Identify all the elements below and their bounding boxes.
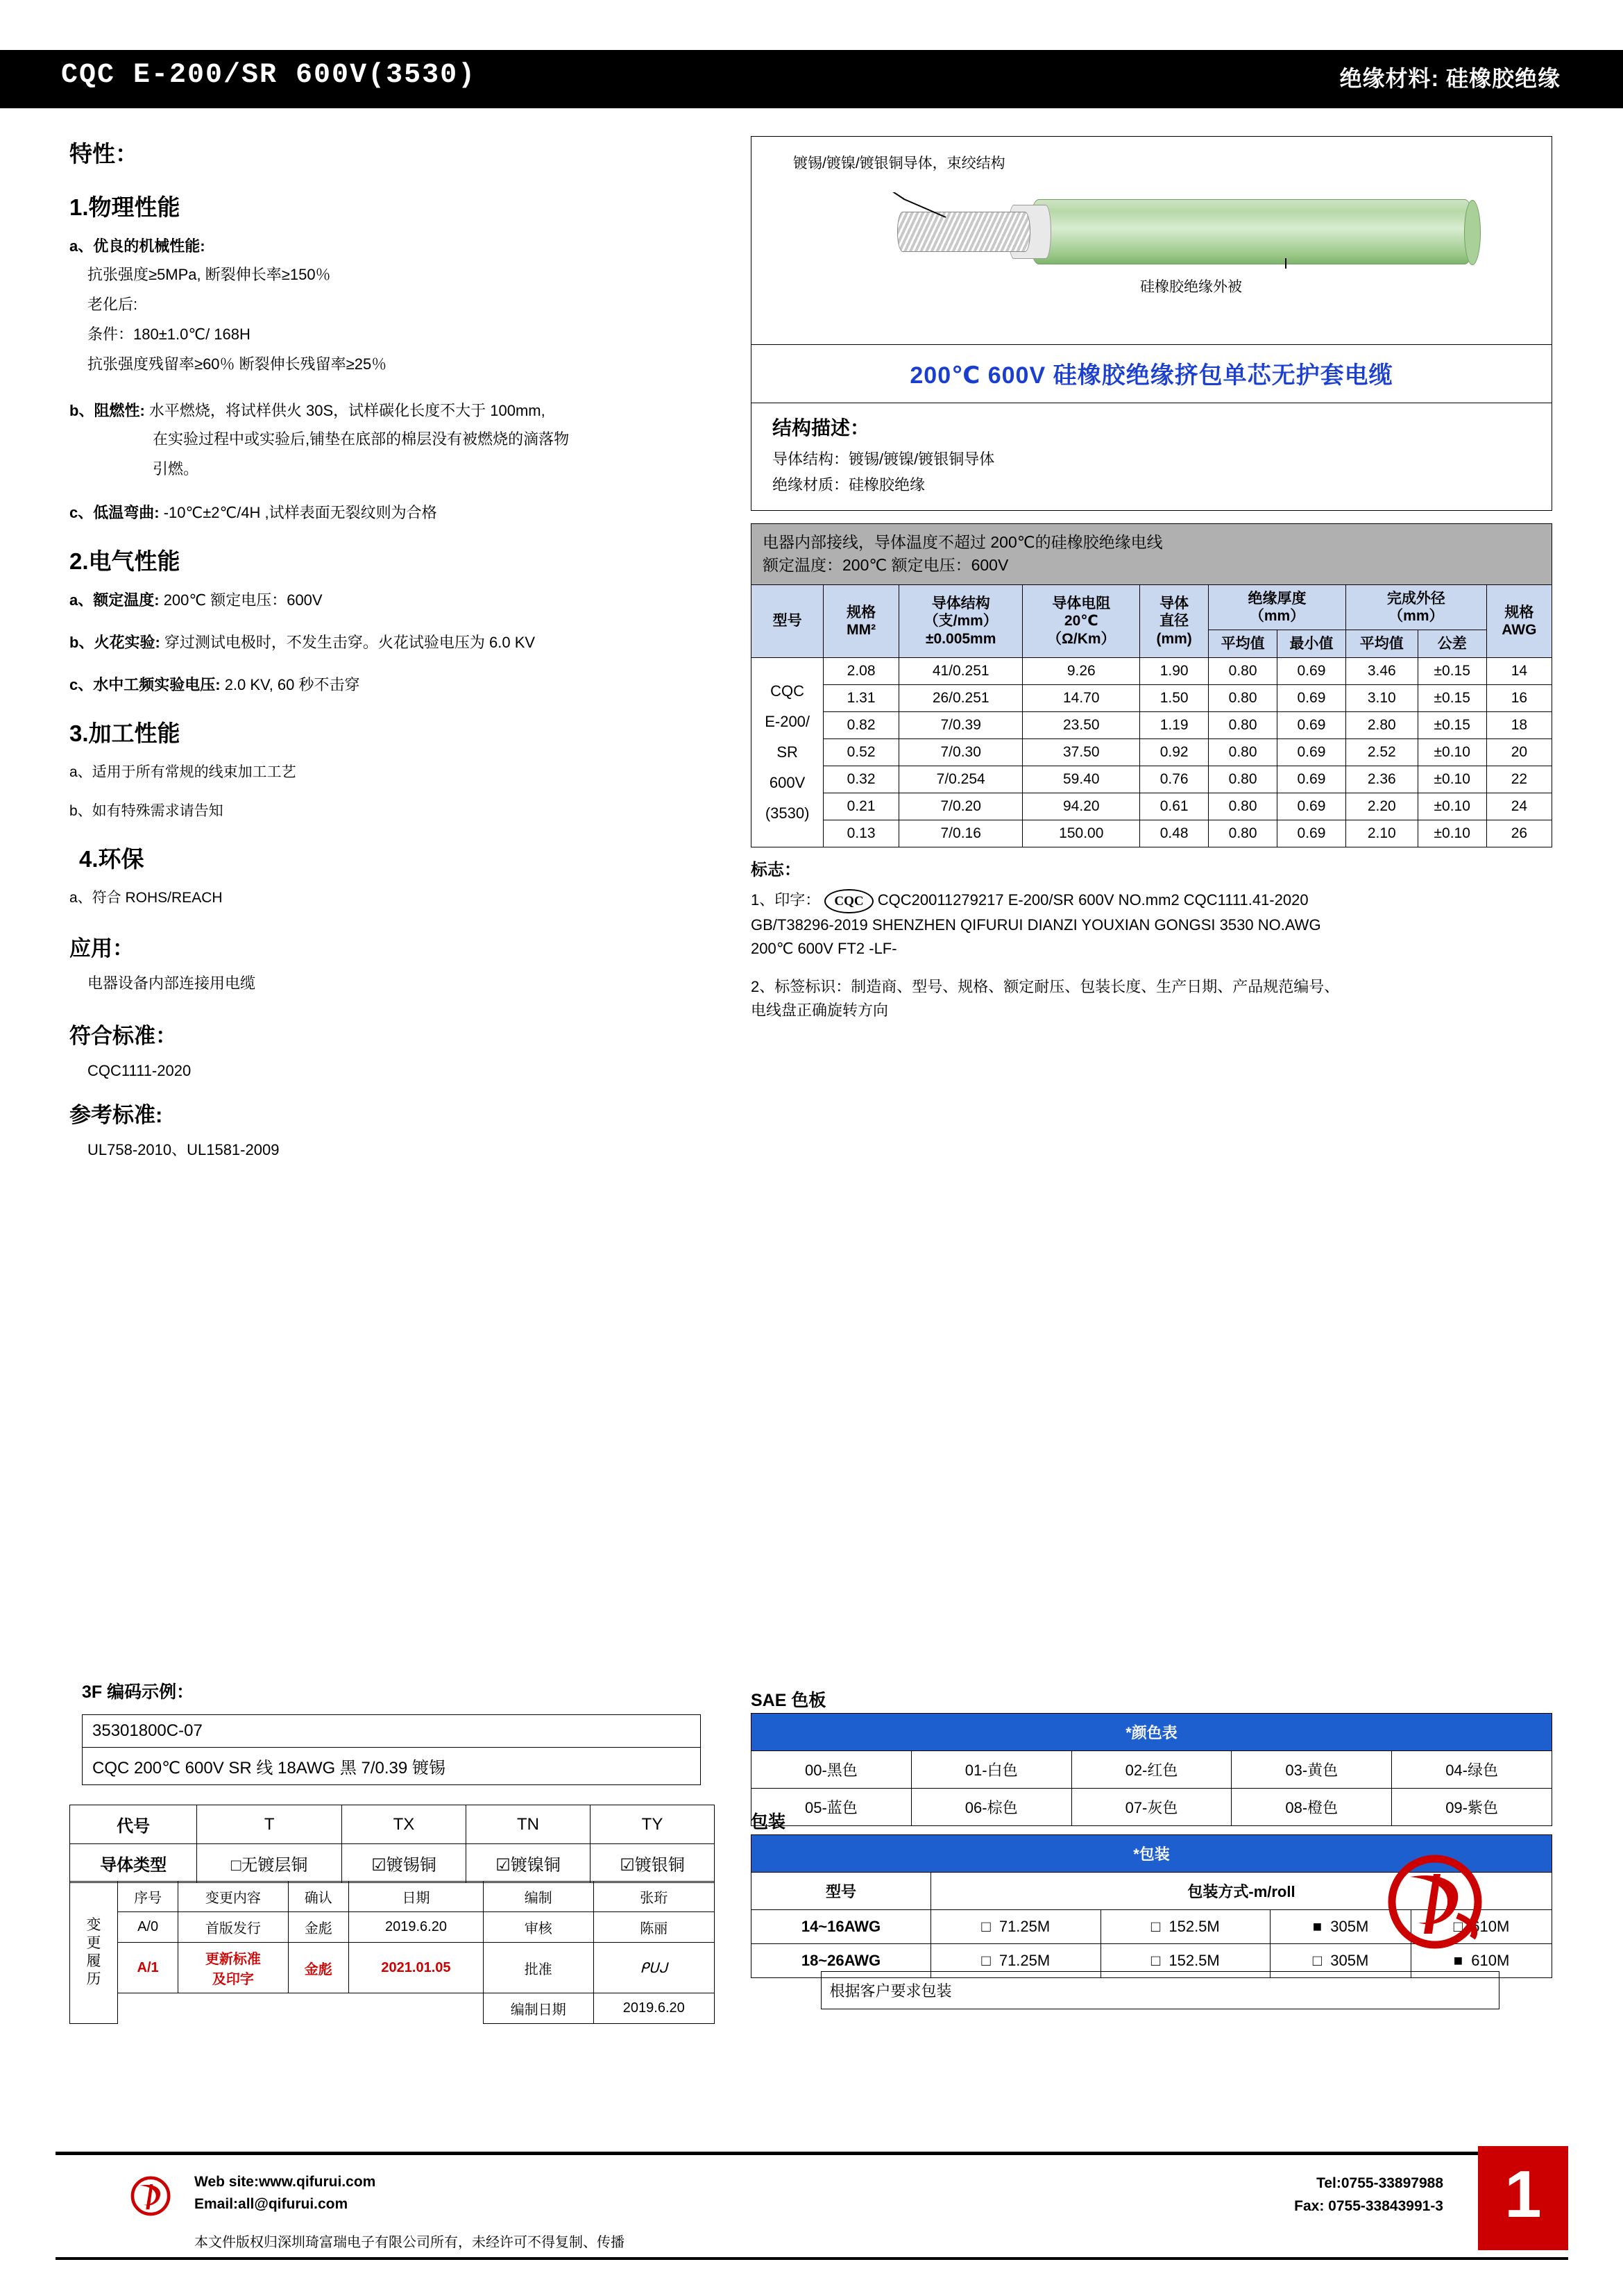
packaging-option-14-152[interactable]: □ 152.5M xyxy=(1101,1910,1271,1944)
application-heading: 应用： xyxy=(69,936,134,961)
conductor-type-tinned[interactable]: ☑镀锡铜 xyxy=(341,1844,466,1883)
code-example-line-1: 35301800C-07 xyxy=(83,1715,700,1748)
spec-r1-c5: 0.69 xyxy=(1277,685,1346,712)
specification-table xyxy=(751,584,1552,848)
spec-banner-line-1: 电器内部接线，导体温度不超过 200℃的硅橡胶绝缘电线 xyxy=(763,533,1163,551)
th-awg xyxy=(1486,584,1552,658)
spec-r2-c8: 18 xyxy=(1486,712,1552,739)
spec-banner xyxy=(751,523,1552,584)
sae-color-07: 07-灰色 xyxy=(1071,1789,1232,1826)
spec-r5-c2: 94.20 xyxy=(1023,793,1140,820)
revision-a0-date: 2019.6.20 xyxy=(348,1912,483,1943)
spec-r2-c2: 23.50 xyxy=(1023,712,1140,739)
rated-temp-row xyxy=(69,589,736,610)
rated-temp-value: 200℃ 额定电压：600V xyxy=(163,591,323,609)
conductor-code-tn: TN xyxy=(466,1805,590,1844)
sae-color-board-title: SAE 色板 xyxy=(751,1691,826,1710)
conductor-code-t: T xyxy=(197,1805,342,1844)
spec-r1-c3: 1.50 xyxy=(1140,685,1209,712)
footer-logo xyxy=(125,2170,180,2229)
revision-history-label: 变 更 履 历 xyxy=(70,1882,118,2024)
packaging-col-method: 包装方式-m/roll xyxy=(931,1873,1552,1910)
spec-r2-c1: 7/0.39 xyxy=(899,712,1023,739)
spec-r1-c1: 26/0.251 xyxy=(899,685,1023,712)
water-test-row xyxy=(69,673,736,695)
packaging-option-14-610[interactable]: □ 610M xyxy=(1411,1910,1552,1944)
packaging-option-18-71[interactable]: □ 71.25M xyxy=(931,1944,1101,1978)
standard-text: CQC1111-2020 xyxy=(87,1062,192,1079)
sae-color-02: 02-红色 xyxy=(1071,1751,1232,1789)
spec-r2-c3: 1.19 xyxy=(1140,712,1209,739)
spec-r3-c6: 2.52 xyxy=(1345,739,1418,766)
cold-bend-row xyxy=(69,501,736,523)
environment-line-1: a、符合 ROHS/REACH xyxy=(69,890,223,906)
mech-line-3: 条件：180±1.0℃/ 168H xyxy=(87,326,250,343)
packaging-option-18-152[interactable]: □ 152.5M xyxy=(1101,1944,1271,1978)
marking-print-line-1: CQC20011279217 E-200/SR 600V NO.mm2 CQC1111.41-2020 xyxy=(877,891,1309,909)
sae-color-06: 06-棕色 xyxy=(911,1789,1071,1826)
flame-retardant-line-1: 水平燃烧，将试样供火 30S，试样碳化长度不大于 100mm, xyxy=(148,402,545,419)
packaging-header: *包装 xyxy=(751,1835,1552,1873)
packaging-row-1-model: 14~16AWG xyxy=(751,1910,931,1944)
th-od-tol: 公差 xyxy=(1418,630,1486,658)
spark-test-label: b、火花实验: xyxy=(69,634,160,651)
revision-a0-content: 首版发行 xyxy=(178,1912,288,1943)
product-title-band: 200℃ 600V 硅橡胶绝缘挤包单芯无护套电缆 xyxy=(751,344,1552,403)
spec-r6-c4: 0.80 xyxy=(1209,820,1277,847)
revision-a1-confirm: 金彪 xyxy=(288,1943,348,1993)
cold-bend-label: c、低温弯曲: xyxy=(69,504,160,521)
conductor-type-nickel[interactable]: ☑镀镍铜 xyxy=(466,1844,590,1883)
table-row xyxy=(70,1943,715,1993)
revision-col-no: 序号 xyxy=(118,1882,178,1912)
spec-r4-c2: 59.40 xyxy=(1023,766,1140,793)
structure-description-box xyxy=(751,403,1552,511)
spec-model-cell xyxy=(751,658,824,847)
th-od-avg: 平均值 xyxy=(1345,630,1418,658)
spec-r3-c5: 0.69 xyxy=(1277,739,1346,766)
table-row xyxy=(751,1751,1552,1789)
th-od-group: 完成外径 （mm） xyxy=(1345,584,1486,630)
section-processing-heading: 3.加工性能 xyxy=(69,720,180,746)
header-insulation-material: 绝缘材料: 硅橡胶绝缘 xyxy=(1339,66,1561,91)
marking-section xyxy=(751,857,1552,1022)
cable-leader-lines xyxy=(800,192,1494,269)
packaging-option-14-305[interactable]: ■ 305M xyxy=(1271,1910,1411,1944)
spec-r4-c5: 0.69 xyxy=(1277,766,1346,793)
footer-divider-bottom xyxy=(56,2257,1568,2260)
cable-drawing xyxy=(800,192,1494,269)
spec-r6-c0: 0.13 xyxy=(824,820,899,847)
spec-r4-c1: 7/0.254 xyxy=(899,766,1023,793)
revision-a1-no: A/1 xyxy=(118,1943,178,1993)
revision-a1-date: 2021.01.05 xyxy=(348,1943,483,1993)
page-number: 1 xyxy=(1478,2146,1568,2250)
code-example-box xyxy=(82,1714,701,1785)
right-column xyxy=(751,136,1556,1022)
section-physical-heading: 1.物理性能 xyxy=(69,194,180,220)
spec-r0-c6: 3.46 xyxy=(1345,658,1418,685)
spec-r3-c4: 0.80 xyxy=(1209,739,1277,766)
conductor-type-table xyxy=(69,1805,715,1883)
spec-r5-c0: 0.21 xyxy=(824,793,899,820)
revision-col-content: 变更内容 xyxy=(178,1882,288,1912)
spec-r0-c1: 41/0.251 xyxy=(899,658,1023,685)
table-row xyxy=(70,1912,715,1943)
spec-r2-c7: ±0.15 xyxy=(1418,712,1486,739)
footer-email[interactable]: Email:all@qifurui.com xyxy=(194,2195,348,2212)
spec-r5-c1: 7/0.20 xyxy=(899,793,1023,820)
footer-contact-left xyxy=(194,2171,375,2215)
spark-test-value: 穿过测试电极时，不发生击穿。火花试验电压为 6.0 KV xyxy=(164,634,536,651)
spec-r2-c5: 0.69 xyxy=(1277,712,1346,739)
spec-r3-c3: 0.92 xyxy=(1140,739,1209,766)
revision-prepared-date-value: 2019.6.20 xyxy=(593,1993,714,2024)
spec-r2-c4: 0.80 xyxy=(1209,712,1277,739)
spec-r5-c7: ±0.10 xyxy=(1418,793,1486,820)
packaging-title: 包装 xyxy=(751,1812,786,1832)
mech-line-2: 老化后: xyxy=(87,296,138,313)
spec-r6-c7: ±0.10 xyxy=(1418,820,1486,847)
marking-print-prefix: 1、印字： xyxy=(751,891,821,909)
water-test-value: 2.0 KV, 60 秒不击穿 xyxy=(224,676,360,693)
spec-r0-c5: 0.69 xyxy=(1277,658,1346,685)
spec-r0-c0: 2.08 xyxy=(824,658,899,685)
reference-standard-text: UL758-2010、UL1581-2009 xyxy=(87,1141,280,1158)
marking-print-line-3: 200℃ 600V FT2 -LF- xyxy=(751,940,897,958)
th-awg-unit: AWG xyxy=(1502,621,1537,638)
table-row xyxy=(751,658,1552,685)
sae-color-08: 08-橙色 xyxy=(1232,1789,1392,1826)
sae-color-table xyxy=(751,1713,1552,1826)
table-row xyxy=(751,712,1552,739)
sae-color-header: *颜色表 xyxy=(751,1714,1552,1751)
spec-r5-c3: 0.61 xyxy=(1140,793,1209,820)
spec-r5-c6: 2.20 xyxy=(1345,793,1418,820)
model-line-1: CQC xyxy=(770,682,805,700)
table-row xyxy=(751,685,1552,712)
conductor-type-label: 导体类型 xyxy=(70,1844,197,1883)
spec-banner-line-2: 额定温度：200℃ 额定电压：600V xyxy=(763,556,1009,575)
table-row xyxy=(70,1805,715,1844)
left-column xyxy=(69,136,736,1167)
company-logo-icon xyxy=(1374,1846,1506,1964)
section-electrical-heading: 2.电气性能 xyxy=(69,548,180,574)
approval-signature: ᑭᑌᒍ xyxy=(593,1943,714,1993)
th-model: 型号 xyxy=(751,584,824,658)
sae-color-03: 03-黄色 xyxy=(1232,1751,1392,1789)
model-line-5: (3530) xyxy=(765,804,810,822)
flame-retardant-line-2: 在实验过程中或实验后,铺垫在底部的棉层没有被燃烧的滴落物 xyxy=(153,430,570,448)
spec-r3-c0: 0.52 xyxy=(824,739,899,766)
conductor-code-tx: TX xyxy=(341,1805,466,1844)
footer-tel: Tel:0755-33897988 xyxy=(1316,2175,1443,2191)
flame-retardant-row xyxy=(69,399,736,421)
company-logo-icon-small xyxy=(125,2170,180,2225)
reference-standard-heading: 参考标准: xyxy=(69,1103,163,1127)
spec-r6-c3: 0.48 xyxy=(1140,820,1209,847)
table-header-row xyxy=(751,584,1552,630)
structure-conductor: 导体结构：镀锡/镀镍/镀银铜导体 xyxy=(772,450,995,468)
standard-heading: 符合标准： xyxy=(69,1024,177,1048)
th-diameter: 导体 直径 (mm) xyxy=(1140,584,1209,658)
structure-heading: 结构描述： xyxy=(772,417,870,439)
page-header xyxy=(0,50,1623,108)
spark-test-row xyxy=(69,631,736,652)
spec-r5-c4: 0.80 xyxy=(1209,793,1277,820)
table-row xyxy=(751,820,1552,847)
spec-r0-c3: 1.90 xyxy=(1140,658,1209,685)
th-resistance: 导体电阻 20℃ （Ω/Km） xyxy=(1023,584,1140,658)
company-logo-large xyxy=(1374,1846,1506,1964)
revision-a1-content: 更新标准 及印字 xyxy=(178,1943,288,1993)
revision-col-prepared: 编制 xyxy=(484,1882,593,1912)
table-row xyxy=(751,793,1552,820)
revision-col-confirm: 确认 xyxy=(288,1882,348,1912)
footer-fax: Fax: 0755-33843991-3 xyxy=(1294,2197,1443,2214)
header-title: CQC E-200/SR 600V(3530) xyxy=(61,60,477,91)
marking-item-1 xyxy=(751,888,1552,913)
spec-r0-c4: 0.80 xyxy=(1209,658,1277,685)
processing-line-2: b、如有特殊需求请告知 xyxy=(69,803,223,819)
revision-a0-no: A/0 xyxy=(118,1912,178,1943)
conductor-code-ty: TY xyxy=(590,1805,714,1844)
mech-properties-label: a、优良的机械性能: xyxy=(69,237,205,255)
spec-r1-c0: 1.31 xyxy=(824,685,899,712)
revision-history-table xyxy=(69,1881,715,2024)
spec-r2-c0: 0.82 xyxy=(824,712,899,739)
flame-retardant-label: b、阻燃性: xyxy=(69,402,145,419)
table-header-row xyxy=(751,1714,1552,1751)
th-size-label: 规格 xyxy=(847,604,876,621)
spec-r5-c8: 24 xyxy=(1486,793,1552,820)
table-row xyxy=(751,1978,1552,1979)
processing-line-1: a、适用于所有常规的线束加工工艺 xyxy=(69,764,296,780)
table-row xyxy=(70,1882,715,1912)
cable-illustration xyxy=(751,136,1552,344)
code-example-title: 3F 编码示例： xyxy=(82,1682,194,1702)
spec-r5-c5: 0.69 xyxy=(1277,793,1346,820)
th-size-unit: MM² xyxy=(847,621,876,638)
th-insul-avg: 平均值 xyxy=(1209,630,1277,658)
conductor-type-bare[interactable]: □无镀层铜 xyxy=(197,1844,342,1883)
table-row xyxy=(751,766,1552,793)
sae-color-09: 09-紫色 xyxy=(1392,1789,1552,1826)
spec-r6-c2: 150.00 xyxy=(1023,820,1140,847)
cable-conductor-label: 镀锡/镀镍/镀银铜导体，束绞结构 xyxy=(793,155,1005,171)
spec-r1-c6: 3.10 xyxy=(1345,685,1418,712)
revision-a0-confirm: 金彪 xyxy=(288,1912,348,1943)
features-heading: 特性： xyxy=(69,141,138,167)
model-line-2: E-200/ xyxy=(765,713,810,731)
th-conductor: 导体结构 （支/mm） ±0.005mm xyxy=(899,584,1023,658)
structure-insulation: 绝缘材质：硅橡胶绝缘 xyxy=(772,476,926,493)
spec-r4-c7: ±0.10 xyxy=(1418,766,1486,793)
spec-r2-c6: 2.80 xyxy=(1345,712,1418,739)
packaging-option-14-71[interactable]: □ 71.25M xyxy=(931,1910,1101,1944)
sae-color-00: 00-黑色 xyxy=(751,1751,912,1789)
mech-line-1: 抗张强度≥5MPa, 断裂伸长率≥150％ xyxy=(87,266,331,283)
cqc-logo-icon: CQC xyxy=(824,889,873,913)
cold-bend-line-1: -10℃±2℃/4H ,试样表面无裂纹则为合格 xyxy=(163,504,437,521)
cable-jacket-label: 硅橡胶绝缘外被 xyxy=(1140,279,1242,295)
table-row xyxy=(70,1844,715,1883)
spec-r4-c4: 0.80 xyxy=(1209,766,1277,793)
model-line-3: SR xyxy=(776,743,798,761)
spec-r4-c3: 0.76 xyxy=(1140,766,1209,793)
spec-r3-c7: ±0.10 xyxy=(1418,739,1486,766)
revision-a0-role: 审核 xyxy=(484,1912,593,1943)
table-row xyxy=(751,739,1552,766)
table-row xyxy=(751,1789,1552,1826)
application-text: 电器设备内部连接用电缆 xyxy=(87,974,256,992)
marking-heading: 标志： xyxy=(751,861,801,880)
spec-r4-c0: 0.32 xyxy=(824,766,899,793)
table-row xyxy=(70,1993,715,2024)
revision-a0-name: 陈丽 xyxy=(593,1912,714,1943)
th-insulation-group: 绝缘厚度 （mm） xyxy=(1209,584,1346,630)
spec-r3-c2: 37.50 xyxy=(1023,739,1140,766)
spec-r1-c7: ±0.15 xyxy=(1418,685,1486,712)
spec-r0-c7: ±0.15 xyxy=(1418,658,1486,685)
section-environment-heading: 4.环保 xyxy=(79,846,144,872)
spec-r6-c6: 2.10 xyxy=(1345,820,1418,847)
spec-r4-c6: 2.36 xyxy=(1345,766,1418,793)
footer-contact-right xyxy=(1294,2172,1443,2218)
marking-label-line-2: 电线盘正确旋转方向 xyxy=(751,1001,889,1019)
spec-r0-c8: 14 xyxy=(1486,658,1552,685)
th-insul-min: 最小值 xyxy=(1277,630,1346,658)
spec-r3-c1: 7/0.30 xyxy=(899,739,1023,766)
packaging-col-model: 型号 xyxy=(751,1873,931,1910)
sae-color-05: 05-蓝色 xyxy=(751,1789,912,1826)
spec-r3-c8: 20 xyxy=(1486,739,1552,766)
conductor-code-label: 代号 xyxy=(70,1805,197,1844)
revision-a1-role: 批准 xyxy=(484,1943,593,1993)
marking-label-line-1: 2、标签标识：制造商、型号、规格、额定耐压、包装长度、生产日期、产品规范编号、 xyxy=(751,977,1340,995)
footer-divider-top xyxy=(56,2152,1568,2155)
spec-r4-c8: 22 xyxy=(1486,766,1552,793)
spec-r1-c8: 16 xyxy=(1486,685,1552,712)
spec-r6-c1: 7/0.16 xyxy=(899,820,1023,847)
footer-copyright: 本文件版权归深圳琦富瑞电子有限公司所有，未经许可不得复制、传播 xyxy=(194,2235,624,2250)
spec-r0-c2: 9.26 xyxy=(1023,658,1140,685)
footer-website[interactable]: Web site:www.qifurui.com xyxy=(194,2174,376,2190)
spec-r1-c2: 14.70 xyxy=(1023,685,1140,712)
flame-retardant-line-3: 引燃。 xyxy=(153,460,199,478)
revision-col-date: 日期 xyxy=(348,1882,483,1912)
packaging-option-18-610[interactable]: ■ 610M xyxy=(1411,1944,1552,1978)
packaging-row-2-model: 18~26AWG xyxy=(751,1944,931,1978)
packaging-footnote: 根据客户要求包装 xyxy=(821,1971,1499,2009)
sae-color-01: 01-白色 xyxy=(911,1751,1071,1789)
packaging-option-18-305[interactable]: □ 305M xyxy=(1271,1944,1411,1978)
revision-prepared-date-label: 编制日期 xyxy=(484,1993,593,2024)
th-size xyxy=(824,584,899,658)
page-footer xyxy=(56,2164,1568,2250)
sae-color-04: 04-绿色 xyxy=(1392,1751,1552,1789)
th-awg-label: 规格 xyxy=(1504,604,1534,621)
mech-line-4: 抗张强度残留率≥60％ 断裂伸长残留率≥25％ xyxy=(87,355,387,373)
spec-r1-c4: 0.80 xyxy=(1209,685,1277,712)
spec-r6-c5: 0.69 xyxy=(1277,820,1346,847)
conductor-type-silver[interactable]: ☑镀银铜 xyxy=(590,1844,714,1883)
marking-print-line-2: GB/T38296-2019 SHENZHEN QIFURUI DIANZI YOUXIAN GONGSI 3530 NO.AWG xyxy=(751,916,1321,934)
rated-temp-label: a、额定温度: xyxy=(69,591,160,609)
spec-r6-c8: 26 xyxy=(1486,820,1552,847)
code-example-line-2: CQC 200℃ 600V SR 线 18AWG 黑 7/0.39 镀锡 xyxy=(92,1759,445,1778)
water-test-label: c、水中工频实验电压: xyxy=(69,676,221,693)
revision-col-name: 张珩 xyxy=(593,1882,714,1912)
model-line-4: 600V xyxy=(769,774,806,792)
